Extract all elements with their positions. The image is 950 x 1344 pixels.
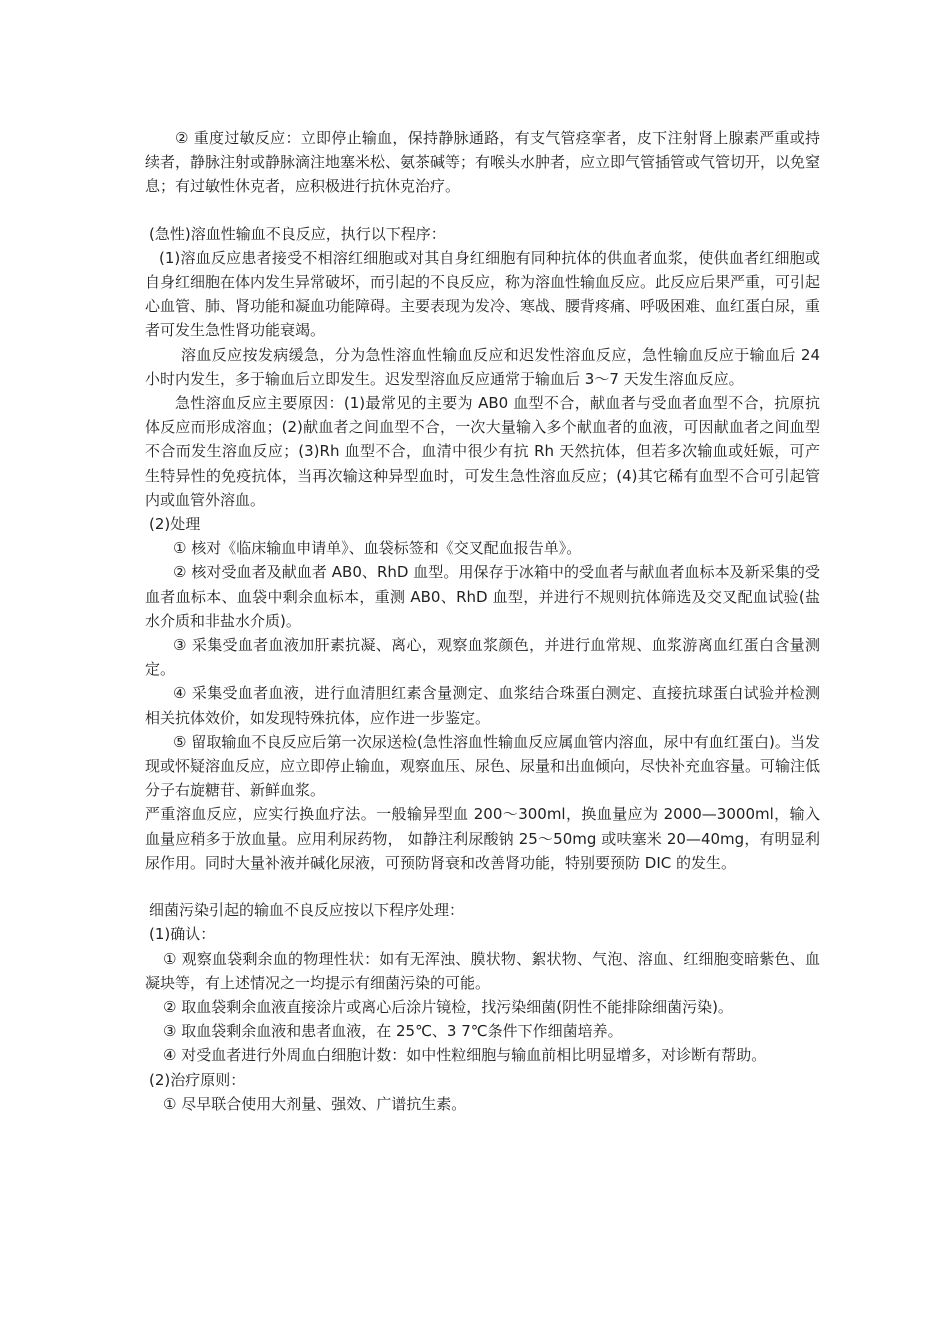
heading-hemolytic-reaction: (急性)溶血性输血不良反应，执行以下程序：: [149, 224, 446, 243]
list-item-antibiotics: ① 尽早联合使用大剂量、强效、广谱抗生素。: [163, 1094, 467, 1113]
paragraph-hemolytic-classification: 溶血反应按发病缓急，分为急性溶血性输血反应和迟发性溶血反应，急性输血反应于输血后 24 小时内发生，多于输血后立即发生。迟发型溶血反应通常于输血后 3～7 天发生溶血反应。: [145, 345, 820, 388]
list-item-check-blood-type: ② 核对受血者及献血者 AB0、RhD 血型。用保存于冰箱中的受血者与献血者血标本及新采集的受血者血标本、血袋中剩余血标本，重测 AB0、RhD 血型，并进行不规则抗体筛选及交叉配血试验(盐水介质和非盐水介质)。: [145, 563, 820, 630]
list-item-smear-microscopy: ② 取血袋剩余血液直接涂片或离心后涂片镜检，找污染细菌(阴性不能排除细菌污染)。: [163, 997, 733, 1016]
list-item-check-forms: ① 核对《临床输血申请单》、血袋标签和《交叉配血报告单》。: [173, 539, 582, 558]
list-item-collect-blood-heparin: ③ 采集受血者血液加肝素抗凝、离心，观察血浆颜色，并进行血常规、血浆游离血红蛋白含量测定。: [145, 636, 820, 679]
list-item-observe-blood-bag: ① 观察血袋剩余血的物理性状：如有无浑浊、膜状物、絮状物、气泡、溶血、红细胞变暗紫色、血凝块等，有上述情况之一均提示有细菌污染的可能。: [145, 949, 820, 992]
heading-treatment-principles: (2)治疗原则：: [149, 1070, 246, 1089]
paragraph-hemolytic-definition: (1)溶血反应患者接受不相溶红细胞或对其自身红细胞有同种抗体的供血者血浆，使供血者红细胞或自身红细胞在体内发生异常破坏，而引起的不良反应，称为溶血性输血反应。此反应后果严重，可引起心血管、肺、肾功能和凝血功能障碍。主要表现为发冷、寒战、腰背疼痛、呼吸困难、血红蛋白尿，重者可发生急性肾功能衰竭。: [145, 248, 821, 340]
paragraph-hemolytic-causes: 急性溶血反应主要原因：(1)最常见的主要为 AB0 血型不合，献血者与受血者血型不合，抗原抗体反应而形成溶血；(2)献血者之间血型不合，一次大量输入多个献血者的血液，可因献血者之间血型不合而发生溶血反应；(3)Rh 血型不合，血清中很少有抗 Rh 天然抗体，但若多次输血或妊娠，可产生特异性的免疫抗体，当再次输这种异型血时，可发生急性溶血反应；(4)其它稀有血型不合可引起管内或血管外溶血。: [145, 394, 820, 509]
heading-treatment: (2)处理: [149, 515, 201, 534]
paragraph-exchange-transfusion: 严重溶血反应，应实行换血疗法。一般输异型血 200～300ml，换血量应为 2000—3000ml，输入血量应稍多于放血量。应用利尿药物， 如静注利尿酸钠 25～50mg 或呋塞米 20—40mg，有明显利尿作用。同时大量补液并碱化尿液，可预防肾衰和改善肾功能，特别要预防 DIC 的发生。: [145, 805, 820, 872]
list-item-collect-blood-bilirubin: ④ 采集受血者血液，进行血清胆红素含量测定、血浆结合珠蛋白测定、直接抗球蛋白试验并检测相关抗体效价，如发现特殊抗体，应作进一步鉴定。: [145, 684, 820, 727]
document-page: [145, 126, 820, 1116]
heading-confirm: (1)确认：: [149, 925, 216, 944]
list-item-wbc-count: ④ 对受血者进行外周血白细胞计数：如中性粒细胞与输血前相比明显增多，对诊断有帮助。: [163, 1046, 767, 1065]
list-item-bacterial-culture: ③ 取血袋剩余血液和患者血液，在 25℃、3 7℃条件下作细菌培养。: [163, 1022, 623, 1041]
list-item-urine-test: ⑤ 留取输血不良反应后第一次尿送检(急性溶血性输血反应属血管内溶血，尿中有血红蛋白)。当发现或怀疑溶血反应，应立即停止输血，观察血压、尿色、尿量和出血倾向，尽快补充血容量。可输注低分子右旋糖苷、新鲜血浆。: [145, 732, 821, 800]
heading-bacterial-contamination: 细菌污染引起的输血不良反应按以下程序处理：: [149, 901, 465, 920]
paragraph-severe-allergy: ② 重度过敏反应：立即停止输血，保持静脉通路，有支气管痉挛者，皮下注射肾上腺素严重或持续者，静脉注射或静脉滴注地塞米松、氨茶碱等；有喉头水肿者，应立即气管插管或气管切开，以免窒息；有过敏性休克者，应积极进行抗休克治疗。: [145, 129, 821, 196]
